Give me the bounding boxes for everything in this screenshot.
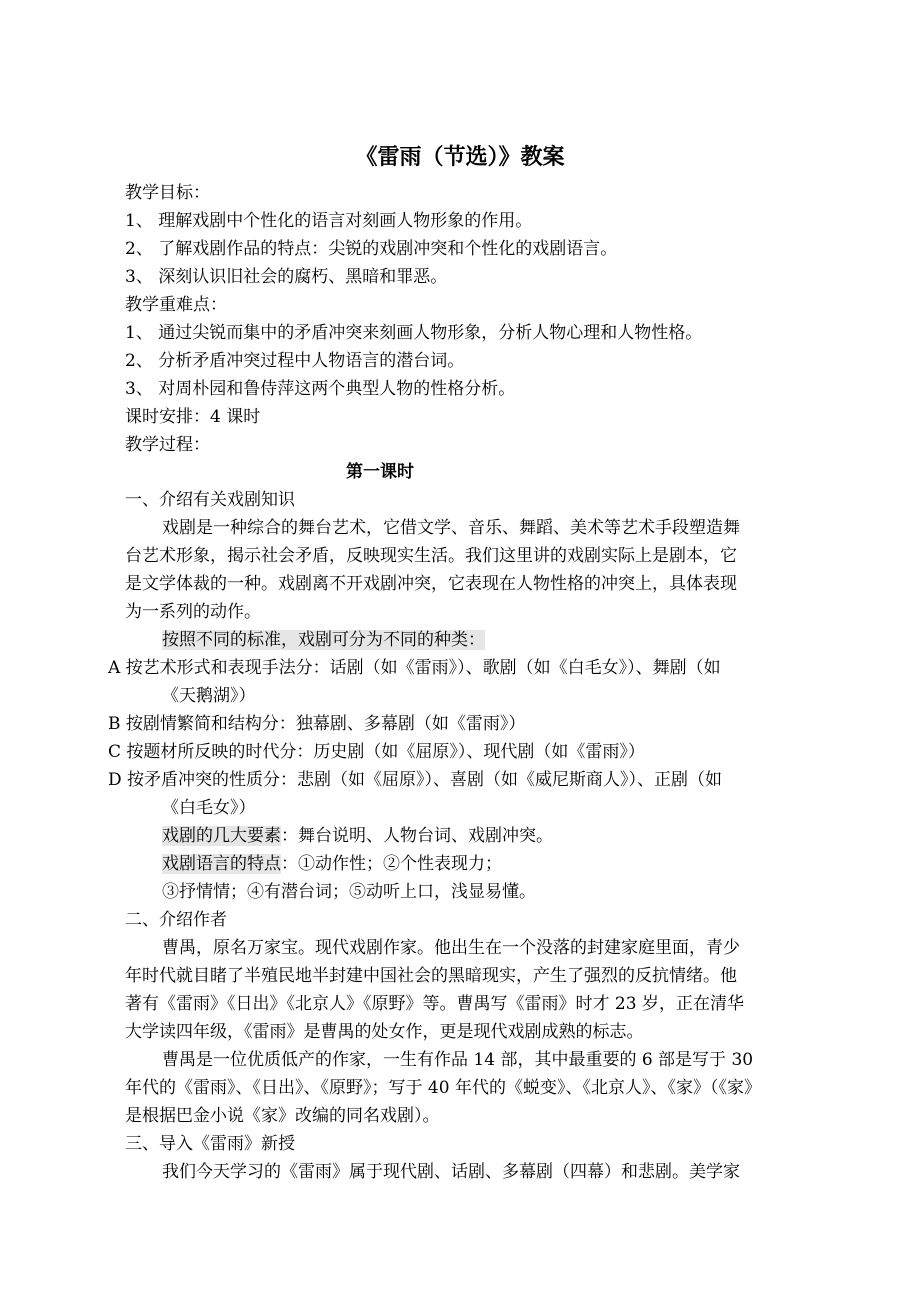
part-heading: 二、介绍作者	[125, 910, 227, 930]
highlight-text: 戏剧的几大要素	[162, 826, 281, 846]
paragraph-line: 戏剧是一种综合的舞台艺术，它借文学、音乐、舞蹈、美术等艺术手段塑造舞	[162, 518, 740, 538]
key-point-item: 1、 通过尖锐而集中的矛盾冲突来刻画人物形象，分析人物心理和人物性格。	[125, 323, 703, 343]
elements-line	[162, 826, 553, 846]
highlighted-line	[162, 630, 485, 650]
language-features-line	[162, 854, 502, 874]
category-item-continuation: 《白毛女》）	[162, 798, 256, 818]
category-item-a: A 按艺术形式和表现手法分：话剧（如《雷雨》）、歌剧（如《白毛女》）、舞剧（如	[108, 658, 721, 678]
category-item-d: D 按矛盾冲突的性质分：悲剧（如《屈原》）、喜剧（如《威尼斯商人》）、正剧（如	[108, 770, 723, 790]
category-item-continuation: 《天鹅湖》）	[162, 686, 256, 706]
paragraph-line: 曹禺，原名万家宝。现代戏剧作家。他出生在一个没落的封建家庭里面，青少	[162, 938, 740, 958]
objective-item: 3、 深刻认识旧社会的腐朽、黑暗和罪恶。	[125, 267, 448, 287]
schedule-line: 课时安排：4 课时	[125, 407, 261, 427]
language-features-line: ③抒情情；④有潜台词；⑤动听上口，浅显易懂。	[162, 882, 536, 902]
highlight-text: 戏剧语言的特点	[162, 854, 281, 874]
paragraph-line: 年时代就目睹了半殖民地半封建中国社会的黑暗现实，产生了强烈的反抗情绪。他	[125, 966, 737, 986]
paragraph-line: 大学读四年级，《雷雨》是曹禺的处女作，更是现代戏剧成熟的标志。	[125, 1022, 644, 1042]
lesson-heading: 第一课时	[346, 462, 414, 482]
paragraph-line: 年代的《雷雨》、《日出》、《原野》；写于 40 年代的《蜕变》、《北京人》、《家》（《家》	[125, 1078, 761, 1098]
document-title: 《雷雨（节选）》教案	[355, 145, 565, 170]
part-heading: 一、介绍有关戏剧知识	[125, 490, 295, 510]
paragraph-line: 为一系列的动作。	[125, 602, 261, 622]
elements-text: ：舞台说明、人物台词、戏剧冲突。	[281, 826, 553, 846]
category-item-c: C 按题材所反映的时代分：历史剧（如《屈原》）、现代剧（如《雷雨》）	[108, 742, 645, 762]
key-point-item: 3、 对周朴园和鲁侍萍这两个典型人物的性格分析。	[125, 379, 516, 399]
objective-item: 2、 了解戏剧作品的特点：尖锐的戏剧冲突和个性化的戏剧语言。	[125, 239, 618, 259]
section-heading-process: 教学过程：	[125, 435, 210, 455]
section-heading-key-points: 教学重难点：	[125, 295, 227, 315]
paragraph-line: 是根据巴金小说《家》改编的同名戏剧）。	[125, 1106, 440, 1126]
paragraph-line: 著有《雷雨》《日出》《北京人》《原野》等。曹禺写《雷雨》时才 23 岁，正在清华	[125, 994, 744, 1014]
highlight-text: 按照不同的标准，戏剧可分为不同的种类：	[162, 630, 485, 650]
paragraph-line: 我们今天学习的《雷雨》属于现代剧、话剧、多幕剧（四幕）和悲剧。美学家	[162, 1162, 740, 1182]
paragraph-line: 是文学体裁的一种。戏剧离不开戏剧冲突，它表现在人物性格的冲突上，具体表现	[125, 574, 737, 594]
paragraph-line: 曹禺是一位优质低产的作家，一生有作品 14 部，其中最重要的 6 部是写于 30	[162, 1050, 754, 1070]
section-heading-objectives: 教学目标：	[125, 183, 210, 203]
objective-item: 1、 理解戏剧中个性化的语言对刻画人物形象的作用。	[125, 211, 533, 231]
paragraph-line: 台艺术形象，揭示社会矛盾，反映现实生活。我们这里讲的戏剧实际上是剧本，它	[125, 546, 737, 566]
language-features-text: ：①动作性；②个性表现力；	[281, 854, 502, 874]
category-item-b: B 按剧情繁简和结构分：独幕剧、多幕剧（如《雷雨》）	[108, 714, 526, 734]
key-point-item: 2、 分析矛盾冲突过程中人物语言的潜台词。	[125, 351, 465, 371]
part-heading: 三、导入《雷雨》新授	[125, 1134, 295, 1154]
